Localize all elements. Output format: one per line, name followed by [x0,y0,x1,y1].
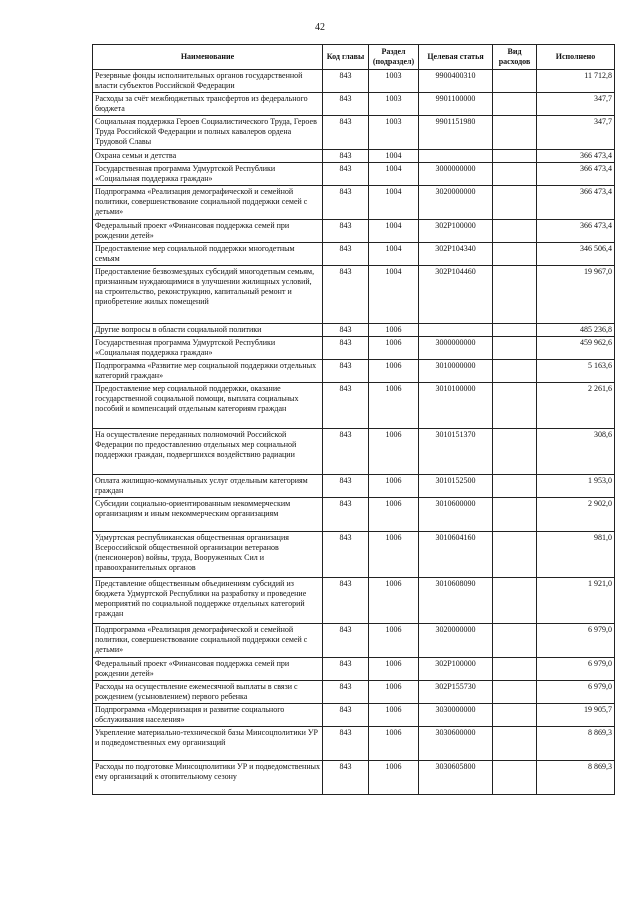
row-expense-type-cell [493,383,537,429]
row-executed-cell: 11 712,8 [537,70,615,93]
row-target-cell: 3010604160 [419,532,493,578]
row-section-cell: 1006 [369,383,419,429]
table-row [93,532,615,578]
row-name-cell: Резервные фонды исполнительных органов государственной власти субъектов Российской Федерации [93,70,323,93]
row-section-cell: 1004 [369,163,419,186]
row-name-cell: Укрепление материально-технической базы Минсоцполитики УР и подведомственных ему организаций [93,727,323,761]
row-executed-cell: 981,0 [537,532,615,578]
row-expense-type-cell [493,498,537,532]
row-target-cell: 3000000000 [419,337,493,360]
row-executed-cell: 1 921,0 [537,578,615,624]
row-expense-type-cell [493,578,537,624]
row-target-cell: 3030600000 [419,727,493,761]
row-expense-type-cell [493,658,537,681]
row-expense-type-cell [493,360,537,383]
row-target-cell: 3010000000 [419,360,493,383]
row-name-cell: Подпрограмма «Реализация демографической и семейной политики, совершенствование социальной поддержки семей с детьми» [93,186,323,220]
row-expense-type-cell [493,116,537,150]
row-name-cell: Предоставление безвозмездных субсидий многодетным семьям, признанным нуждающимися в улучшении жилищных условий, на строительство, реконструкцию, капитальный ремонт и приобретение жилых помещений [93,266,323,324]
row-target-cell: 3030605800 [419,761,493,795]
row-target-cell [419,324,493,337]
table-row [93,429,615,475]
row-name-cell: Федеральный проект «Финансовая поддержка семей при рождении детей» [93,220,323,243]
table-row [93,337,615,360]
row-executed-cell: 1 953,0 [537,475,615,498]
row-target-cell: 302P104340 [419,243,493,266]
row-executed-cell: 6 979,0 [537,681,615,704]
row-expense-type-cell [493,70,537,93]
row-name-cell: Предоставление мер социальной поддержки многодетным семьям [93,243,323,266]
row-name-cell: Подпрограмма «Модернизация и развитие социального обслуживания населения» [93,704,323,727]
row-target-cell: 9901151980 [419,116,493,150]
row-target-cell: 3020000000 [419,186,493,220]
row-section-cell: 1006 [369,324,419,337]
row-expense-type-cell [493,761,537,795]
row-code-cell: 843 [323,116,369,150]
row-name-cell: Удмуртская республиканская общественная организация Всероссийской общественной организации ветеранов (пенсионеров) войны, труда, Вооруженных Сил и правоохранительных органов [93,532,323,578]
row-executed-cell: 19 967,0 [537,266,615,324]
row-name-cell: Подпрограмма «Развитие мер социальной поддержки отдельных категорий граждан» [93,360,323,383]
row-name-cell: Подпрограмма «Реализация демографической и семейной политики, совершенствование социальной поддержки семей с детьми» [93,624,323,658]
row-executed-cell: 2 902,0 [537,498,615,532]
row-section-cell: 1006 [369,578,419,624]
row-executed-cell: 6 979,0 [537,624,615,658]
row-name-cell: Оплата жилищно-коммунальных услуг отдельным категориям граждан [93,475,323,498]
table-row [93,578,615,624]
row-code-cell: 843 [323,681,369,704]
row-code-cell: 843 [323,704,369,727]
row-section-cell: 1006 [369,658,419,681]
row-target-cell: 302P104460 [419,266,493,324]
row-target-cell: 302P155730 [419,681,493,704]
row-expense-type-cell [493,429,537,475]
table-row [93,360,615,383]
row-name-cell: Федеральный проект «Финансовая поддержка семей при рождении детей» [93,658,323,681]
row-name-cell: Расходы за счёт межбюджетных трансфертов из федерального бюджета [93,93,323,116]
row-name-cell: Другие вопросы в области социальной политики [93,324,323,337]
row-expense-type-cell [493,475,537,498]
row-name-cell: Социальная поддержка Героев Социалистического Труда, Героев Труда Российской Федерации и полных кавалеров ордена Трудовой Славы [93,116,323,150]
table-row [93,70,615,93]
row-target-cell: 3010608090 [419,578,493,624]
row-code-cell: 843 [323,429,369,475]
row-code-cell: 843 [323,360,369,383]
row-code-cell: 843 [323,266,369,324]
row-code-cell: 843 [323,337,369,360]
row-section-cell: 1006 [369,429,419,475]
row-code-cell: 843 [323,532,369,578]
table-row [93,324,615,337]
column-header-executed: Исполнено [537,45,615,70]
row-expense-type-cell [493,220,537,243]
row-expense-type-cell [493,681,537,704]
row-executed-cell: 485 236,8 [537,324,615,337]
row-name-cell: Субсидии социально-ориентированным некоммерческим организациям и иным некоммерческим организациям [93,498,323,532]
row-expense-type-cell [493,150,537,163]
row-expense-type-cell [493,266,537,324]
row-section-cell: 1006 [369,498,419,532]
row-executed-cell: 308,6 [537,429,615,475]
row-code-cell: 843 [323,761,369,795]
row-name-cell: На осуществление переданных полномочий Российской Федерации по предоставлению отдельных мер социальной поддержки граждан, подвергшихся воздействию радиации [93,429,323,475]
row-executed-cell: 366 473,4 [537,186,615,220]
row-section-cell: 1004 [369,243,419,266]
row-target-cell: 302P100000 [419,658,493,681]
row-target-cell: 302P100000 [419,220,493,243]
column-header-name: Наименование [93,45,323,70]
row-name-cell: Государственная программа Удмуртской Республики «Социальная поддержка граждан» [93,337,323,360]
row-code-cell: 843 [323,93,369,116]
row-section-cell: 1006 [369,681,419,704]
row-executed-cell: 366 473,4 [537,163,615,186]
column-header-target: Целевая статья [419,45,493,70]
row-target-cell: 3020000000 [419,624,493,658]
table-row [93,266,615,324]
row-section-cell: 1004 [369,186,419,220]
row-code-cell: 843 [323,658,369,681]
row-section-cell: 1006 [369,704,419,727]
row-target-cell: 9900400310 [419,70,493,93]
table-header-row [93,45,615,70]
row-section-cell: 1006 [369,360,419,383]
table-row [93,243,615,266]
column-header-code: Код главы [323,45,369,70]
table-row [93,150,615,163]
row-code-cell: 843 [323,243,369,266]
table-row [93,475,615,498]
row-target-cell: 3010152500 [419,475,493,498]
row-expense-type-cell [493,163,537,186]
table-row [93,220,615,243]
page-number: 42 [315,22,325,33]
row-section-cell: 1006 [369,624,419,658]
row-code-cell: 843 [323,220,369,243]
row-target-cell: 3010600000 [419,498,493,532]
row-target-cell: 3030000000 [419,704,493,727]
row-executed-cell: 366 473,4 [537,150,615,163]
row-code-cell: 843 [323,498,369,532]
row-executed-cell: 8 869,3 [537,761,615,795]
row-executed-cell: 347,7 [537,116,615,150]
row-expense-type-cell [493,337,537,360]
row-code-cell: 843 [323,70,369,93]
row-code-cell: 843 [323,624,369,658]
row-section-cell: 1004 [369,266,419,324]
row-expense-type-cell [493,624,537,658]
row-executed-cell: 8 869,3 [537,727,615,761]
row-section-cell: 1003 [369,70,419,93]
row-section-cell: 1006 [369,475,419,498]
row-target-cell: 3010151370 [419,429,493,475]
row-name-cell: Расходы по подготовке Минсоцполитики УР и подведомственных ему организаций к отопительному сезону [93,761,323,795]
row-name-cell: Охрана семьи и детства [93,150,323,163]
row-code-cell: 843 [323,475,369,498]
row-code-cell: 843 [323,150,369,163]
row-name-cell: Расходы на осуществление ежемесячной выплаты в связи с рождением (усыновлением) первого ребенка [93,681,323,704]
row-expense-type-cell [493,704,537,727]
row-section-cell: 1006 [369,761,419,795]
table-row [93,704,615,727]
row-code-cell: 843 [323,186,369,220]
row-code-cell: 843 [323,383,369,429]
row-executed-cell: 2 261,6 [537,383,615,429]
row-name-cell: Предоставление мер социальной поддержки, оказание государственной социальной помощи, выплата социальных пособий и компенсаций отдельным категориям граждан [93,383,323,429]
row-code-cell: 843 [323,727,369,761]
table-row [93,186,615,220]
row-name-cell: Государственная программа Удмуртской Республики «Социальная поддержка граждан» [93,163,323,186]
row-executed-cell: 366 473,4 [537,220,615,243]
table-row [93,498,615,532]
column-header-section: Раздел (подраздел) [369,45,419,70]
budget-table [92,44,615,795]
row-expense-type-cell [493,727,537,761]
table-row [93,658,615,681]
row-executed-cell: 5 163,6 [537,360,615,383]
table-row [93,681,615,704]
row-code-cell: 843 [323,578,369,624]
table-row [93,761,615,795]
row-section-cell: 1004 [369,220,419,243]
row-executed-cell: 19 905,7 [537,704,615,727]
table-row [93,727,615,761]
table-row [93,624,615,658]
row-code-cell: 843 [323,324,369,337]
row-target-cell: 9901100000 [419,93,493,116]
row-section-cell: 1006 [369,532,419,578]
row-executed-cell: 347,7 [537,93,615,116]
row-expense-type-cell [493,532,537,578]
row-section-cell: 1003 [369,116,419,150]
row-expense-type-cell [493,243,537,266]
row-section-cell: 1006 [369,727,419,761]
row-target-cell: 3000000000 [419,163,493,186]
row-expense-type-cell [493,324,537,337]
table-row [93,93,615,116]
row-expense-type-cell [493,186,537,220]
table-row [93,163,615,186]
row-section-cell: 1004 [369,150,419,163]
row-expense-type-cell [493,93,537,116]
row-executed-cell: 346 506,4 [537,243,615,266]
row-section-cell: 1006 [369,337,419,360]
row-name-cell: Представление общественным объединениям субсидий из бюджета Удмуртской Республики на разработку и проведение мероприятий по социальной поддержке отдельных категорий граждан [93,578,323,624]
row-code-cell: 843 [323,163,369,186]
table-row [93,116,615,150]
row-executed-cell: 6 979,0 [537,658,615,681]
row-executed-cell: 459 962,6 [537,337,615,360]
column-header-expense-type: Вид расходов [493,45,537,70]
row-section-cell: 1003 [369,93,419,116]
row-target-cell [419,150,493,163]
table-row [93,383,615,429]
row-target-cell: 3010100000 [419,383,493,429]
